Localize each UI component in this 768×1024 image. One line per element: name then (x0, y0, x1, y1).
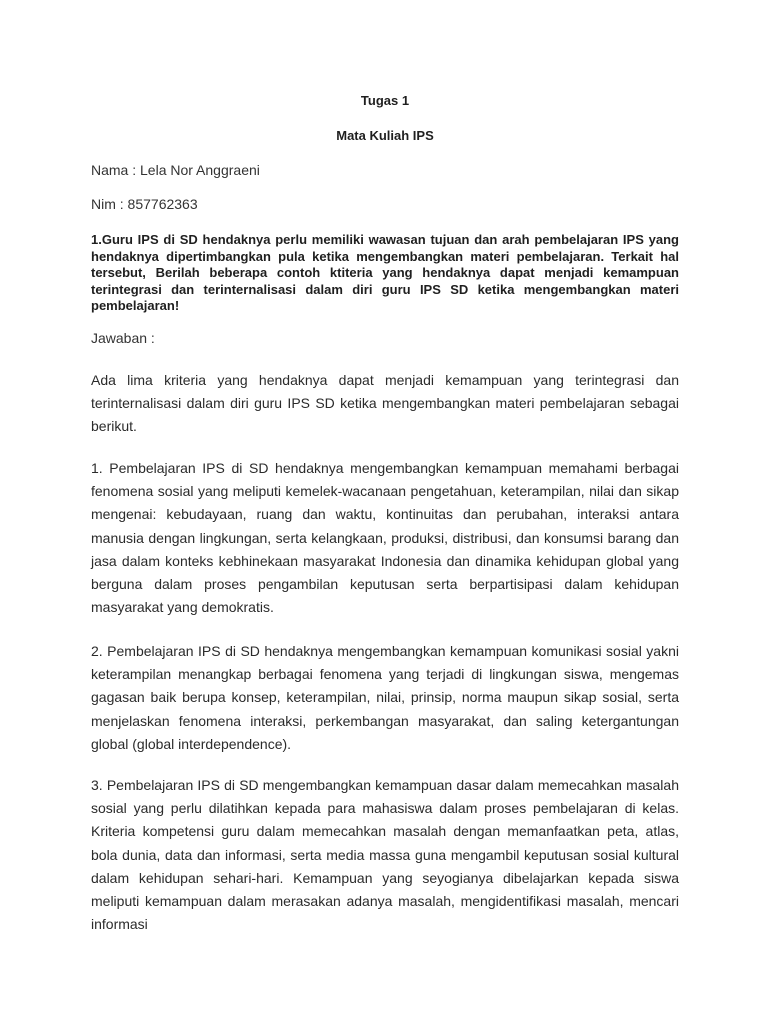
answer-paragraph-intro: Ada lima kriteria yang hendaknya dapat menjadi kemampuan yang terintegrasi dan terinternalisasi dalam diri guru IPS SD ketika mengembangkan materi pembelajaran sebagai berikut. (91, 372, 679, 435)
document-title: Tugas 1 (360, 93, 410, 108)
answer-label: Jawaban : (91, 330, 155, 346)
student-id: Nim : 857762363 (91, 196, 198, 212)
answer-paragraph-2: 2. Pembelajaran IPS di SD hendaknya mengembangkan kemampuan komunikasi sosial yakni keterampilan menangkap berbagai fenomena yang terjadi di lingkungan siswa, mengemas gagasan baik berupa konsep, keterampilan, nilai, prinsip, norma maupun sikap sosial, serta menjelaskan fenomena interaksi, perkembangan masyarakat, dan saling ketergantungan global (global interdependence). (91, 643, 679, 752)
document-subtitle: Mata Kuliah IPS (336, 128, 434, 143)
answer-paragraph-3: 3. Pembelajaran IPS di SD mengembangkan kemampuan dasar dalam memecahkan masalah sosial yang perlu dilatihkan kepada para mahasiswa dalam proses pembelajaran di kelas. Kriteria kompetensi guru dalam memecahkan masalah dengan memanfaatkan peta, atlas, bola dunia, data dan informasi, serta media massa guna mengambil keputusan sosial kultural dalam kehidupan sehari-hari. Kemampuan yang seyogianya dibelajarkan kepada siswa meliputi kemampuan dalam merasakan adanya masalah, mengidentifikasi masalah, mencari informasi (91, 777, 679, 933)
answer-paragraph-1: 1. Pembelajaran IPS di SD hendaknya mengembangkan kemampuan memahami berbagai fenomena sosial yang meliputi kemelek-wacanaan pengetahuan, keterampilan, nilai dan sikap mengenai: kebudayaan, ruang dan waktu, kontinuitas dan perubahan, interaksi antara manusia dengan lingkungan, serta kelangkaan, produksi, distribusi, dan konsumsi barang dan jasa dalam konteks kebhinekaan masyarakat Indonesia dan dinamika kehidupan global yang berguna dalam proses pengambilan keputusan serta berpartisipasi dalam kehidupan masyarakat yang demokratis. (91, 460, 679, 616)
question-text: 1.Guru IPS di SD hendaknya perlu memiliki wawasan tujuan dan arah pembelajaran IPS yang hendaknya dipertimbangkan pula ketika mengembangkan materi pembelajaran. Terkait hal tersebut, Berilah beberapa contoh ktiteria yang hendaknya dapat menjadi kemampuan terintegrasi dan terinternalisasi dalam diri guru IPS SD ketika mengembangkan materi pembelajaran! (91, 232, 679, 313)
student-name: Nama : Lela Nor Anggraeni (91, 162, 260, 178)
